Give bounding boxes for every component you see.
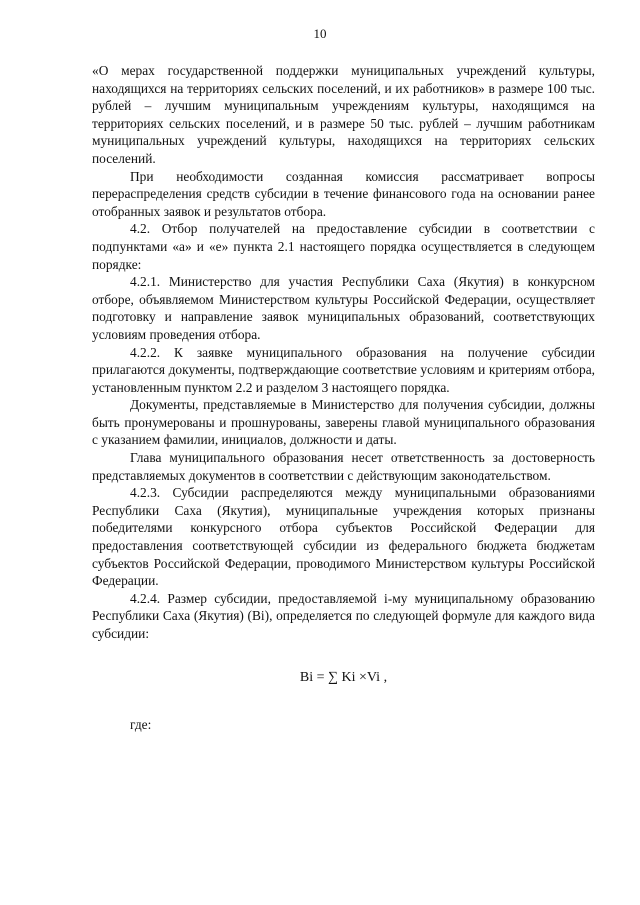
document-body [92, 62, 595, 734]
paragraph-4-2-3: 4.2.3. Субсидии распределяются между муниципальными образованиями Республики Саха (Якутия), муниципальные учреждения которых признаны победителями конкурсного отбора субъектов Российской Федерации для предоставления соответствующей субсидии из федерального бюджета бюджетам субъектов Российской Федерации, проводимого Министерством культуры Российской Федерации. [92, 485, 595, 589]
paragraph-4-2-1: 4.2.1. Министерство для участия Республики Саха (Якутия) в конкурсном отборе, объявляемом Министерством культуры Российской Федерации, осуществляет подготовку и направление заявок муниципальных образований, соответствующих условиям проведения отбора. [92, 274, 595, 342]
paragraph-4-2-2: 4.2.2. К заявке муниципального образования на получение субсидии прилагаются документы, подтверждающие соответствие условиям и критериям отбора, установленным пунктом 2.2 и разделом 3 настоящего порядка. [92, 344, 595, 395]
paragraph-redistribution: При необходимости созданная комиссия рассматривает вопросы перераспределения средств субсидии в течение финансового года на основании ранее отобранных заявок и результатов отбора. [92, 168, 595, 219]
subsidy-formula: Bi = ∑ Ki ×Vi , [299, 669, 388, 685]
where-label: где: [130, 717, 152, 733]
paragraph-continuation: «О мерах государственной поддержки муниципальных учреждений культуры, находящихся на территориях сельских поселений, и их работников» в размере 100 тыс. рублей – лучшим муниципальным учреждениям культуры, находящимся на территориях сельских поселений, и в размере 50 тыс. рублей – лучшим работникам муниципальных учреждений культуры, находящихся на территориях сельских поселений. [92, 63, 595, 166]
paragraph-documents: Документы, представляемые в Министерство для получения субсидии, должны быть пронумерованы и прошнурованы, заверены главой муниципального образования с указанием фамилии, инициалов, должности и даты. [92, 397, 595, 448]
paragraph-responsibility: Глава муниципального образования несет ответственность за достоверность представляемых документов в соответствии с действующим законодательством. [92, 450, 595, 483]
page-number: 10 [313, 26, 327, 41]
paragraph-4-2: 4.2. Отбор получателей на предоставление субсидии в соответствии с подпунктами «а» и «е» пункта 2.1 настоящего порядка осуществляется в следующем порядке: [92, 221, 595, 272]
paragraph-4-2-4: 4.2.4. Размер субсидии, предоставляемой i-му муниципальному образованию Республики Саха (Якутия) (Bi), определяется по следующей формуле для каждого вида субсидии: [92, 590, 595, 641]
